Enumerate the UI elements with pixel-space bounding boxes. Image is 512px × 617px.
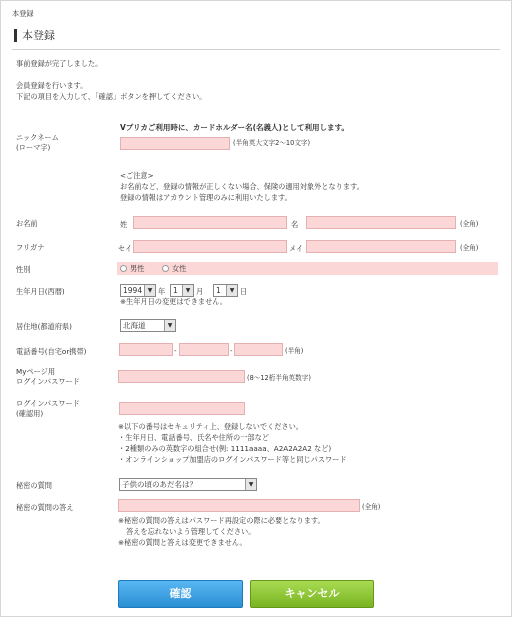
password-note-3: ・2種類のみの英数字の組合せ(例: 1111aaaa、A2A2A2A2 など) — [118, 444, 332, 453]
gender-male-radio[interactable] — [120, 265, 127, 272]
chevron-down-icon: ▼ — [144, 285, 155, 296]
chevron-down-icon: ▼ — [245, 479, 256, 490]
cancel-button[interactable]: キャンセル — [250, 580, 374, 608]
furigana-suffix: (全角) — [460, 244, 479, 252]
intro-line-2: 会員登録を行います。 — [16, 81, 88, 90]
confirm-password-label: ログインパスワード — [16, 399, 80, 408]
gender-male-label[interactable]: 男性 — [130, 264, 145, 273]
prefecture-label: 居住地(都道府県) — [16, 322, 72, 331]
phone-suffix: (半角) — [285, 347, 304, 355]
mypage-password-input[interactable] — [118, 370, 245, 383]
prefecture-value: 北海道 — [123, 321, 146, 330]
nickname-label: ニックネーム — [16, 133, 59, 142]
mypage-password-label-sub: ログインパスワード — [16, 377, 80, 386]
birth-month-unit: 月 — [196, 287, 204, 296]
name-mei-input[interactable] — [306, 216, 456, 229]
birth-day-unit: 日 — [240, 287, 248, 296]
birth-month-value: 1 — [173, 286, 178, 295]
nickname-input[interactable] — [120, 137, 230, 150]
confirm-password-label-sub: (確認用) — [16, 409, 44, 418]
phone-separator-1: - — [174, 346, 177, 355]
birth-day-value: 1 — [216, 286, 221, 295]
notice-line-1: お名前など、登録の情報が正しくない場合、保険の適用対象外となります。 — [120, 182, 364, 191]
name-mei-label: 名 — [291, 220, 299, 229]
secret-question-label: 秘密の質問 — [16, 481, 52, 490]
chevron-down-icon: ▼ — [226, 285, 237, 296]
furigana-mei-input[interactable] — [306, 240, 456, 253]
secret-answer-note-3: ※秘密の質問と答えは変更できません。 — [118, 538, 247, 547]
nickname-hint: (半角英大文字2〜10文字) — [233, 139, 311, 147]
nickname-note: Vプリカご利用時に、カードホルダー名(名義人)として利用します。 — [120, 123, 349, 132]
secret-answer-input[interactable] — [118, 499, 360, 512]
password-note-4: ・オンラインショップ加盟店のログインパスワード等と同じパスワード — [118, 455, 347, 464]
intro-line-3: 下記の項目を入力して、「確認」ボタンを押してください。 — [16, 92, 207, 101]
name-sei-input[interactable] — [133, 216, 287, 229]
birth-year-unit: 年 — [158, 287, 166, 296]
nickname-label-sub: (ローマ字) — [16, 143, 51, 152]
birth-year-select[interactable] — [120, 284, 156, 297]
gender-label: 性別 — [16, 265, 31, 274]
furigana-mei-label: メイ — [289, 244, 304, 253]
prefecture-select[interactable] — [120, 319, 176, 332]
name-label: お名前 — [16, 219, 38, 228]
page-title: 本登録 — [22, 29, 55, 42]
birth-year-value: 1994 — [123, 286, 143, 295]
gender-female-label[interactable]: 女性 — [172, 264, 187, 273]
name-sei-label: 姓 — [120, 220, 128, 229]
confirm-password-input[interactable] — [119, 402, 245, 415]
birth-label: 生年月日(西暦) — [16, 287, 65, 296]
password-note-2: ・生年月日、電話番号、氏名や住所の一部など — [118, 433, 269, 442]
chevron-down-icon: ▼ — [182, 285, 193, 296]
gender-female-radio[interactable] — [162, 265, 169, 272]
secret-answer-label: 秘密の質問の答え — [16, 503, 74, 512]
notice-line-2: 登録の情報はアカウント管理のみに利用いたします。 — [120, 193, 292, 202]
name-suffix: (全角) — [460, 220, 479, 228]
title-divider — [12, 49, 500, 50]
phone-part-3-input[interactable] — [234, 343, 283, 356]
confirm-button[interactable]: 確認 — [118, 580, 243, 608]
password-note-1: ※以下の番号はセキュリティ上、登録しないでください。 — [118, 422, 303, 431]
phone-part-1-input[interactable] — [119, 343, 173, 356]
birth-month-select[interactable] — [170, 284, 194, 297]
secret-answer-suffix: (全角) — [362, 503, 381, 511]
phone-label: 電話番号(自宅or携帯) — [16, 347, 87, 356]
phone-part-2-input[interactable] — [179, 343, 229, 356]
secret-question-value: 子供の頃のあだ名は？ — [122, 480, 197, 489]
secret-question-select[interactable] — [119, 478, 257, 491]
breadcrumb: 本登録 — [12, 9, 34, 18]
intro-line-1: 事前登録が完了しました。 — [16, 59, 103, 68]
nickname-input-field[interactable] — [121, 146, 229, 157]
birth-day-select[interactable] — [213, 284, 238, 297]
phone-separator-2: - — [230, 346, 233, 355]
title-bar-marker — [14, 29, 17, 42]
furigana-label: フリガナ — [16, 243, 45, 252]
notice-title: <ご注意> — [120, 171, 154, 180]
birth-note: ※生年月日の変更はできません。 — [120, 297, 228, 306]
secret-answer-note-2: 答えを忘れないよう管理してください。 — [126, 527, 256, 536]
furigana-sei-input[interactable] — [133, 240, 287, 253]
mypage-password-hint: (8〜12桁半角英数字) — [247, 374, 311, 382]
chevron-down-icon: ▼ — [164, 320, 175, 331]
furigana-sei-label: セイ — [118, 244, 133, 253]
secret-answer-note-1: ※秘密の質問の答えはパスワード再設定の際に必要となります。 — [118, 516, 325, 525]
mypage-password-label: Myページ用 — [16, 367, 56, 376]
